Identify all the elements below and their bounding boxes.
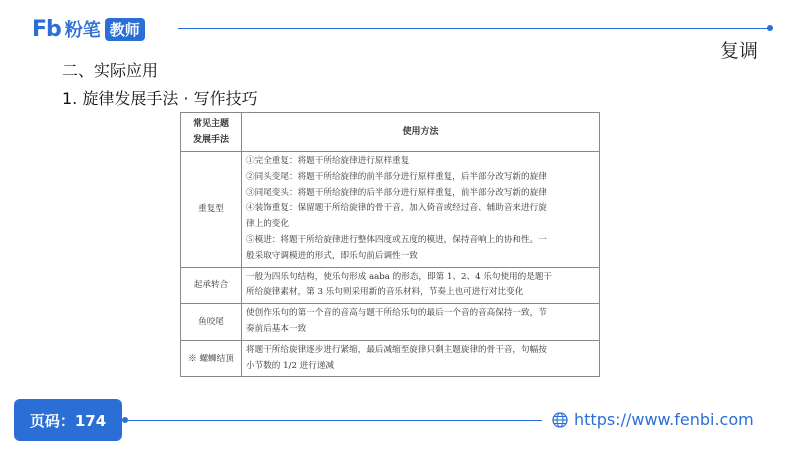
row-usage [242, 340, 600, 377]
row-name: 起承转合 [181, 267, 242, 304]
section-title: 二、实际应用 [62, 61, 159, 80]
header-technique [181, 113, 242, 152]
usage-line: 使创作乐句的第一个音的音高与题干所给乐句的最后一个音的音高保持一致，节 [246, 308, 547, 319]
header-technique-line1: 常见主题 [192, 119, 229, 129]
globe-icon [552, 412, 568, 428]
row-usage [242, 267, 600, 304]
table-row [181, 267, 600, 304]
footer-link[interactable] [552, 410, 754, 429]
usage-line: 将题干所给旋律逐步进行紧缩，最后减缩至旋律只剩主题旋律的骨干音，句幅按 [246, 344, 547, 355]
sub-title: 1. 旋律发展手法 · 写作技巧 [62, 89, 258, 108]
header-technique-line2: 发展手法 [192, 135, 229, 145]
table-header-row [181, 113, 600, 152]
usage-line: ④装饰重复：保留题干所给旋律的骨干音，加入倚音或经过音、辅助音来进行旋 [246, 203, 547, 214]
row-usage [242, 152, 600, 268]
usage-line: ②同头变尾：将题干所给旋律的前半部分进行原样重复，后半部分改写新的旋律 [246, 171, 547, 182]
usage-line: 律上的变化 [246, 219, 289, 230]
row-usage [242, 304, 600, 341]
row-name: 重复型 [181, 152, 242, 268]
row-name: 鱼咬尾 [181, 304, 242, 341]
table-row [181, 152, 600, 268]
header-usage: 使用方法 [242, 113, 600, 152]
usage-line: 般采取守调模进的形式，即乐句前后调性一致 [246, 250, 418, 261]
usage-line: 所给旋律素材，第 3 乐句则采用新的音乐材料，节奏上也可进行对比变化 [246, 287, 524, 298]
usage-line: ①完全重复：将题干所给旋律进行原样重复 [246, 156, 410, 166]
header-divider [178, 28, 770, 29]
usage-line: ③同尾变头：将题干所给旋律的后半部分进行原样重复，前半部分改写新的旋律 [246, 187, 547, 198]
technique-table [180, 112, 600, 377]
chapter-title: 复调 [719, 40, 758, 62]
page-number-badge: 页码：174 [14, 399, 122, 441]
logo-tag: 教师 [105, 18, 145, 41]
logo-name: 粉笔 [64, 20, 101, 41]
usage-line: 奏前后基本一致 [246, 323, 307, 334]
footer-divider [122, 420, 542, 421]
row-name: ※ 螺蛳结顶 [181, 340, 242, 377]
logo-mark: Fb [32, 16, 61, 42]
usage-line: 小节数的 1/2 进行递减 [246, 360, 335, 371]
usage-line: ⑤模进：将题干所给旋律进行整体四度或五度的模进，保持音响上的协和性。一 [246, 234, 547, 245]
table-row [181, 304, 600, 341]
fenbi-logo [32, 16, 145, 42]
usage-line: 一般为四乐句结构，使乐句形成 aaba 的形态，即第 1、2、4 乐句使用的是题干 [246, 271, 553, 282]
footer-url-text[interactable]: https://www.fenbi.com [574, 410, 754, 429]
table-row [181, 340, 600, 377]
